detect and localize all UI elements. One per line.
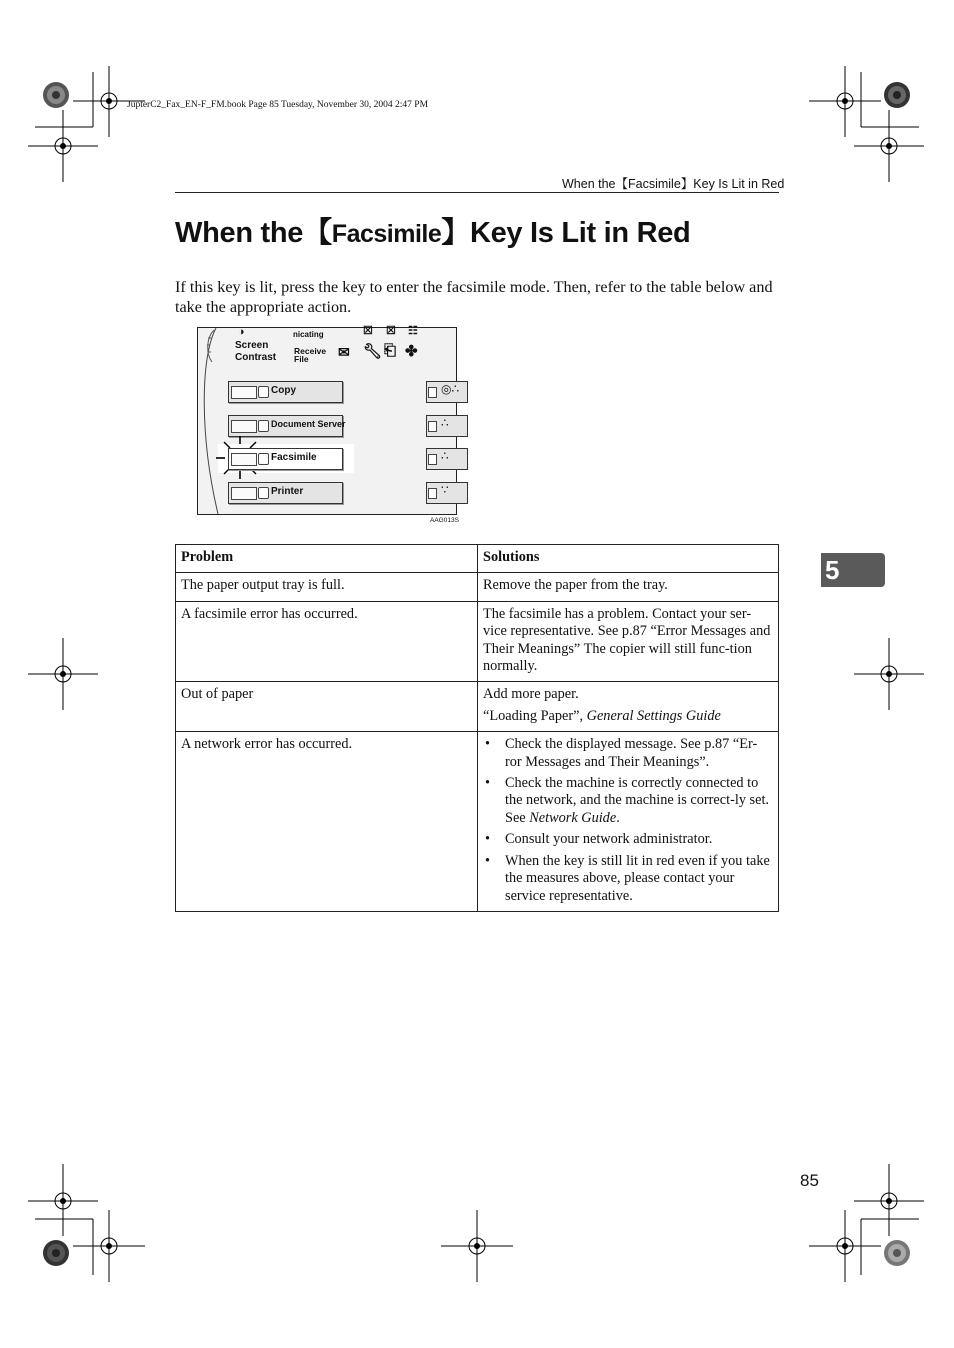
right-key-3-indicator [428, 454, 437, 465]
illustration-code: AAG013S [430, 517, 459, 524]
table-row [176, 732, 779, 912]
page-title [175, 210, 690, 251]
bullet-item: • Consult your network administrator. [505, 831, 773, 848]
receive-label: Receive [294, 346, 327, 356]
solution-cell: The facsimile has a problem. Contact your ser-vice representative. See p.87 “Error Messages and Their Meanings” The copier will still func-tion normally. [478, 601, 779, 682]
dots-icon-1: ∴ [441, 416, 449, 430]
intro-paragraph: If this key is lit, press the key to enter the facsimile mode. Then, refer to the table below and take the appropriate action. [175, 278, 773, 316]
right-key-4[interactable] [426, 482, 468, 504]
solution-reference [483, 708, 773, 725]
problem-cell: A network error has occurred. [176, 732, 478, 912]
right-key-3[interactable] [426, 448, 468, 470]
facsimile-lamp [231, 453, 257, 466]
solution-line: Add more paper. [483, 686, 579, 703]
right-key-1[interactable] [426, 381, 468, 403]
header-rule [175, 192, 779, 193]
envelope-icon: ✉ [338, 344, 350, 360]
printer-key-label: Printer [271, 486, 304, 497]
document-server-lamp [231, 420, 257, 433]
solution-cell: Remove the paper from the tray. [478, 573, 779, 601]
chapter-tab: 5 [821, 553, 885, 587]
status-icon-2: ☒ [386, 325, 396, 337]
screen-label: Screen [235, 340, 269, 351]
printer-lamp [231, 487, 257, 500]
control-panel-illustration [197, 325, 460, 515]
facsimile-key-label: Facsimile [271, 452, 317, 463]
status-icon-3: ☷ [408, 325, 418, 337]
copy-lamp [231, 386, 257, 399]
problem-cell: A facsimile error has occurred. [176, 601, 478, 682]
reference-title: “Loading Paper”, [483, 707, 587, 724]
right-key-2-indicator [428, 421, 437, 432]
copy-key[interactable] [228, 381, 343, 403]
bullet-suffix: . [616, 809, 620, 826]
copy-indicator [258, 386, 269, 398]
copy-key-label: Copy [271, 385, 296, 396]
solution-cell [478, 682, 779, 732]
status-icon-1: ☒ [363, 325, 373, 337]
right-key-2[interactable] [426, 415, 468, 437]
problem-solution-table [175, 544, 779, 912]
document-server-indicator [258, 420, 269, 432]
right-key-1-indicator [428, 387, 437, 398]
print-info: JupterC2_Fax_EN-F_FM.book Page 85 Tuesday, November 30, 2004 2:47 PM [127, 100, 429, 110]
facsimile-key[interactable] [228, 448, 343, 470]
bullet-item [505, 775, 773, 827]
printer-indicator [258, 487, 269, 499]
table-row [176, 573, 779, 601]
header-solutions: Solutions [478, 545, 779, 573]
problem-cell: The paper output tray is full. [176, 573, 478, 601]
wrench-icon: 🔧︎ [363, 343, 383, 360]
document-server-key-label: Document Server [271, 419, 346, 429]
bullet-item: • When the key is still lit in red even if you take the measures above, please contact your service representative. [505, 853, 773, 905]
table-header-row [176, 545, 779, 573]
file-label: File [294, 354, 309, 364]
right-key-4-indicator [428, 488, 437, 499]
reference-guide: General Settings Guide [586, 707, 721, 724]
table-row [176, 601, 779, 682]
paper-jam-icon: ⎗ [384, 342, 397, 359]
solution-bullets [483, 736, 773, 905]
title-before: When the【 [175, 217, 332, 249]
dots-icon-2: ∴ [441, 449, 449, 463]
dots-icon-3: ∵ [441, 483, 449, 497]
communicating-label: nicating [293, 330, 324, 339]
header-problem: Problem [176, 545, 478, 573]
document-server-key[interactable] [228, 415, 346, 437]
page-number: 85 [800, 1171, 819, 1190]
settings-icon: ◎∴ [441, 382, 460, 396]
title-key: Facsimile [331, 220, 442, 248]
screen-contrast-icon: ◑ [238, 326, 245, 338]
problem-cell: Out of paper [176, 682, 478, 732]
contrast-label: Contrast [235, 352, 277, 363]
toner-icon: ✤ [405, 343, 418, 360]
bullet-text: Check the machine is correctly connected to the network, and the machine is correct-ly set. See [505, 775, 769, 826]
bullet-guide: Network Guide [529, 809, 617, 826]
solution-cell [478, 732, 779, 912]
printer-key[interactable] [228, 482, 343, 504]
bullet-item: • Check the displayed message. See p.87 “Er-ror Messages and Their Meanings”. [505, 736, 773, 771]
facsimile-indicator [258, 453, 269, 465]
title-after: 】Key Is Lit in Red [441, 217, 691, 249]
table-row [176, 682, 779, 732]
running-head: When the【Facsimile】Key Is Lit in Red [562, 177, 785, 191]
